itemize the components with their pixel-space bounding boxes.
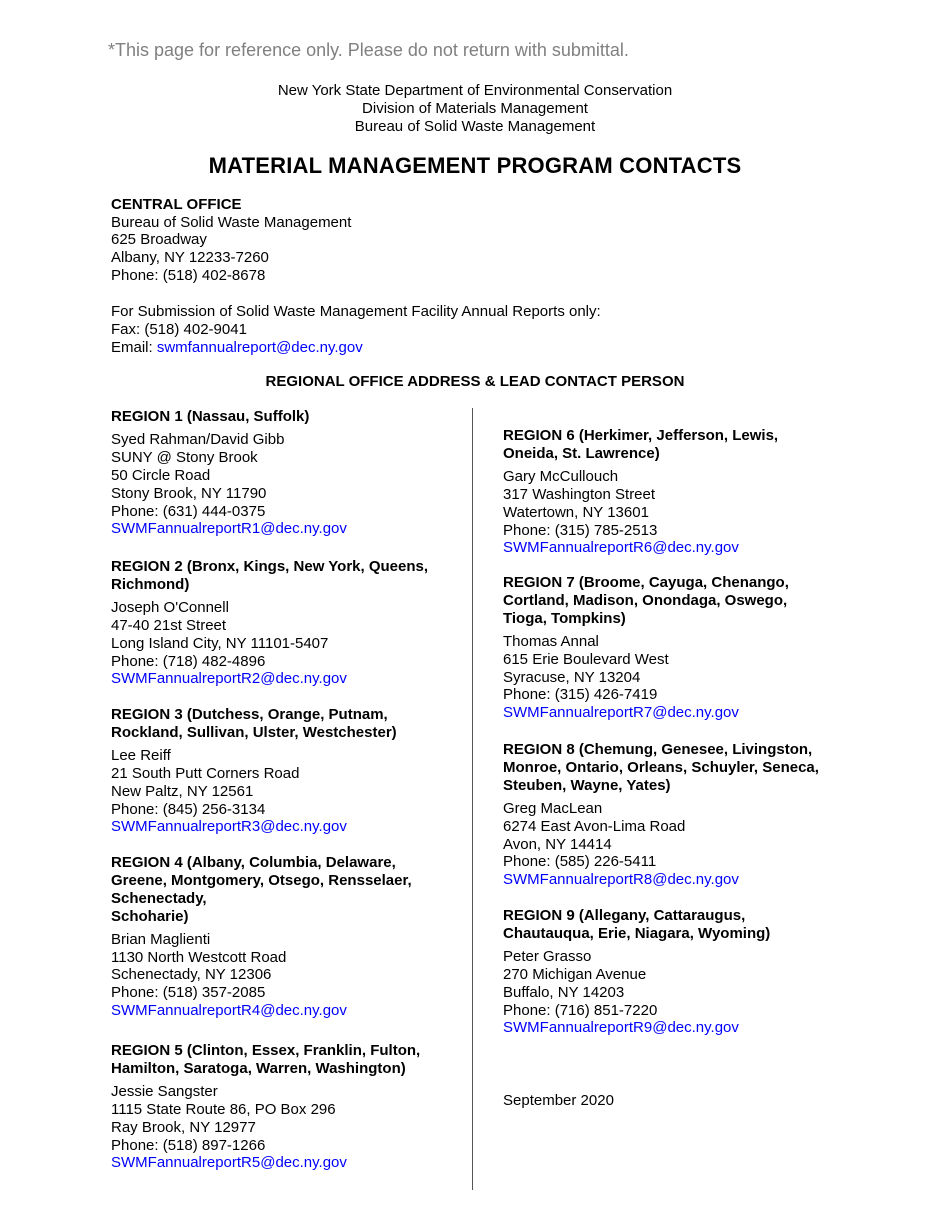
contact-name: Jessie Sangster (111, 1082, 218, 1100)
region-3 (111, 706, 456, 836)
phone: Phone: (845) 256-3134 (111, 800, 266, 818)
contact-name: Joseph O'Connell (111, 598, 229, 616)
central-office-line: 625 Broadway (111, 231, 207, 249)
region-heading-line: Richmond) (111, 575, 190, 593)
region-heading-line: Rockland, Sullivan, Ulster, Westchester) (111, 723, 397, 741)
phone: Phone: (518) 357-2085 (111, 984, 266, 1002)
email-label: Email: (111, 339, 157, 356)
region-heading-line: Chautauqua, Erie, Niagara, Wyoming) (503, 924, 771, 942)
address-line: New Paltz, NY 12561 (111, 782, 254, 800)
region-email-link[interactable]: SWMFannualreportR4@dec.ny.gov (111, 1002, 347, 1020)
region-email-link[interactable]: SWMFannualreportR6@dec.ny.gov (503, 539, 739, 557)
central-office-line: Bureau of Solid Waste Management (111, 213, 352, 231)
fax-line: Fax: (518) 402-9041 (111, 321, 247, 338)
region-heading (111, 854, 456, 926)
address-line: SUNY @ Stony Brook (111, 448, 258, 466)
bureau-line: Bureau of Solid Waste Management (354, 118, 596, 135)
region-heading (111, 558, 456, 594)
region-heading (111, 408, 456, 426)
email-line (111, 339, 601, 357)
region-heading-line: REGION 2 (Bronx, Kings, New York, Queens, (111, 558, 429, 575)
region-heading-line: REGION 5 (Clinton, Essex, Franklin, Fulton, (111, 1042, 421, 1059)
contact-name: Gary McCullouch (503, 467, 619, 485)
column-divider (472, 408, 473, 1190)
region-heading (503, 907, 863, 943)
region-heading-line: REGION 9 (Allegany, Cattaraugus, (503, 907, 746, 924)
division-line: Division of Materials Management (362, 100, 588, 117)
region-heading-line: REGION 1 (Nassau, Suffolk) (111, 408, 310, 425)
address-line: 50 Circle Road (111, 466, 211, 484)
region-1 (111, 408, 456, 538)
regional-title: REGIONAL OFFICE ADDRESS & LEAD CONTACT PERSON (265, 373, 685, 390)
document-date: September 2020 (503, 1092, 614, 1109)
contact-name: Brian Maglienti (111, 930, 211, 948)
region-email-link[interactable]: SWMFannualreportR5@dec.ny.gov (111, 1154, 347, 1172)
address-line: 21 South Putt Corners Road (111, 764, 300, 782)
region-heading-line: Tioga, Tompkins) (503, 609, 626, 627)
central-office-line: Albany, NY 12233-7260 (111, 249, 269, 267)
region-email-link[interactable]: SWMFannualreportR9@dec.ny.gov (503, 1019, 739, 1037)
central-office-line: Phone: (518) 402-8678 (111, 266, 266, 284)
region-heading (111, 1042, 456, 1078)
page-title: MATERIAL MANAGEMENT PROGRAM CONTACTS (208, 153, 742, 178)
region-4 (111, 854, 456, 1020)
address-line: Stony Brook, NY 11790 (111, 484, 267, 502)
phone: Phone: (585) 226-5411 (503, 853, 657, 871)
address-line: 615 Erie Boulevard West (503, 650, 669, 668)
region-heading (503, 574, 863, 628)
address-line: 270 Michigan Avenue (503, 965, 647, 983)
phone: Phone: (631) 444-0375 (111, 502, 266, 520)
region-email-link[interactable]: SWMFannualreportR2@dec.ny.gov (111, 670, 347, 688)
region-heading-line: Oneida, St. Lawrence) (503, 444, 660, 462)
region-heading (503, 427, 863, 463)
address-line: 47-40 21st Street (111, 616, 227, 634)
region-heading-line: Schoharie) (111, 907, 189, 925)
region-2 (111, 558, 456, 688)
region-6 (503, 427, 863, 557)
address-line: Watertown, NY 13601 (503, 503, 649, 521)
contact-name: Thomas Annal (503, 632, 599, 650)
region-heading-line: REGION 4 (Albany, Columbia, Delaware, (111, 854, 396, 871)
address-line: 317 Washington Street (503, 485, 656, 503)
email-link[interactable]: swmfannualreport@dec.ny.gov (156, 339, 363, 356)
region-heading-line: REGION 7 (Broome, Cayuga, Chenango, (503, 574, 789, 591)
region-heading-line: REGION 6 (Herkimer, Jefferson, Lewis, (503, 427, 779, 444)
central-office (111, 196, 351, 285)
region-email-link[interactable]: SWMFannualreportR7@dec.ny.gov (503, 704, 739, 722)
region-email-link[interactable]: SWMFannualreportR3@dec.ny.gov (111, 818, 347, 836)
region-heading-line: Schenectady, (111, 889, 207, 907)
agency-line: New York State Department of Environmental Conservation (277, 82, 673, 99)
central-office-heading: CENTRAL OFFICE (111, 196, 242, 213)
address-line: 1130 North Westcott Road (111, 948, 287, 966)
region-heading (111, 706, 456, 742)
region-heading-line: Hamilton, Saratoga, Warren, Washington) (111, 1059, 406, 1077)
region-email-link[interactable]: SWMFannualreportR8@dec.ny.gov (503, 871, 739, 889)
submission-info (111, 303, 601, 357)
contact-name: Syed Rahman/David Gibb (111, 430, 285, 448)
address-line: 1115 State Route 86, PO Box 296 (111, 1100, 336, 1118)
region-heading-line: Steuben, Wayne, Yates) (503, 776, 671, 794)
phone: Phone: (315) 785-2513 (503, 521, 658, 539)
address-line: 6274 East Avon-Lima Road (503, 817, 686, 835)
phone: Phone: (716) 851-7220 (503, 1001, 658, 1019)
region-heading (503, 741, 863, 795)
region-5 (111, 1042, 456, 1172)
address-line: Syracuse, NY 13204 (503, 668, 641, 686)
region-heading-line: REGION 3 (Dutchess, Orange, Putnam, (111, 706, 388, 723)
contact-name: Peter Grasso (503, 947, 592, 965)
region-heading-line: Greene, Montgomery, Otsego, Rensselaer, (111, 871, 412, 889)
region-heading-line: Monroe, Ontario, Orleans, Schuyler, Seneca, (503, 758, 819, 776)
contact-name: Greg MacLean (503, 799, 603, 817)
region-8 (503, 741, 863, 889)
reference-note: *This page for reference only. Please do not return with submittal. (108, 40, 629, 60)
address-line: Ray Brook, NY 12977 (111, 1118, 256, 1136)
address-line: Long Island City, NY 11101-5407 (111, 634, 329, 652)
address-line: Avon, NY 14414 (503, 835, 612, 853)
contact-name: Lee Reiff (111, 746, 171, 764)
phone: Phone: (315) 426-7419 (503, 686, 658, 704)
address-line: Buffalo, NY 14203 (503, 983, 625, 1001)
submission-text: For Submission of Solid Waste Management Facility Annual Reports only: (111, 303, 601, 320)
address-line: Schenectady, NY 12306 (111, 966, 272, 984)
phone: Phone: (718) 482-4896 (111, 652, 266, 670)
region-7 (503, 574, 863, 722)
region-email-link[interactable]: SWMFannualreportR1@dec.ny.gov (111, 520, 347, 538)
agency-header (0, 82, 950, 136)
region-heading-line: REGION 8 (Chemung, Genesee, Livingston, (503, 741, 813, 758)
phone: Phone: (518) 897-1266 (111, 1136, 266, 1154)
region-9 (503, 907, 863, 1037)
region-heading-line: Cortland, Madison, Onondaga, Oswego, (503, 591, 788, 609)
